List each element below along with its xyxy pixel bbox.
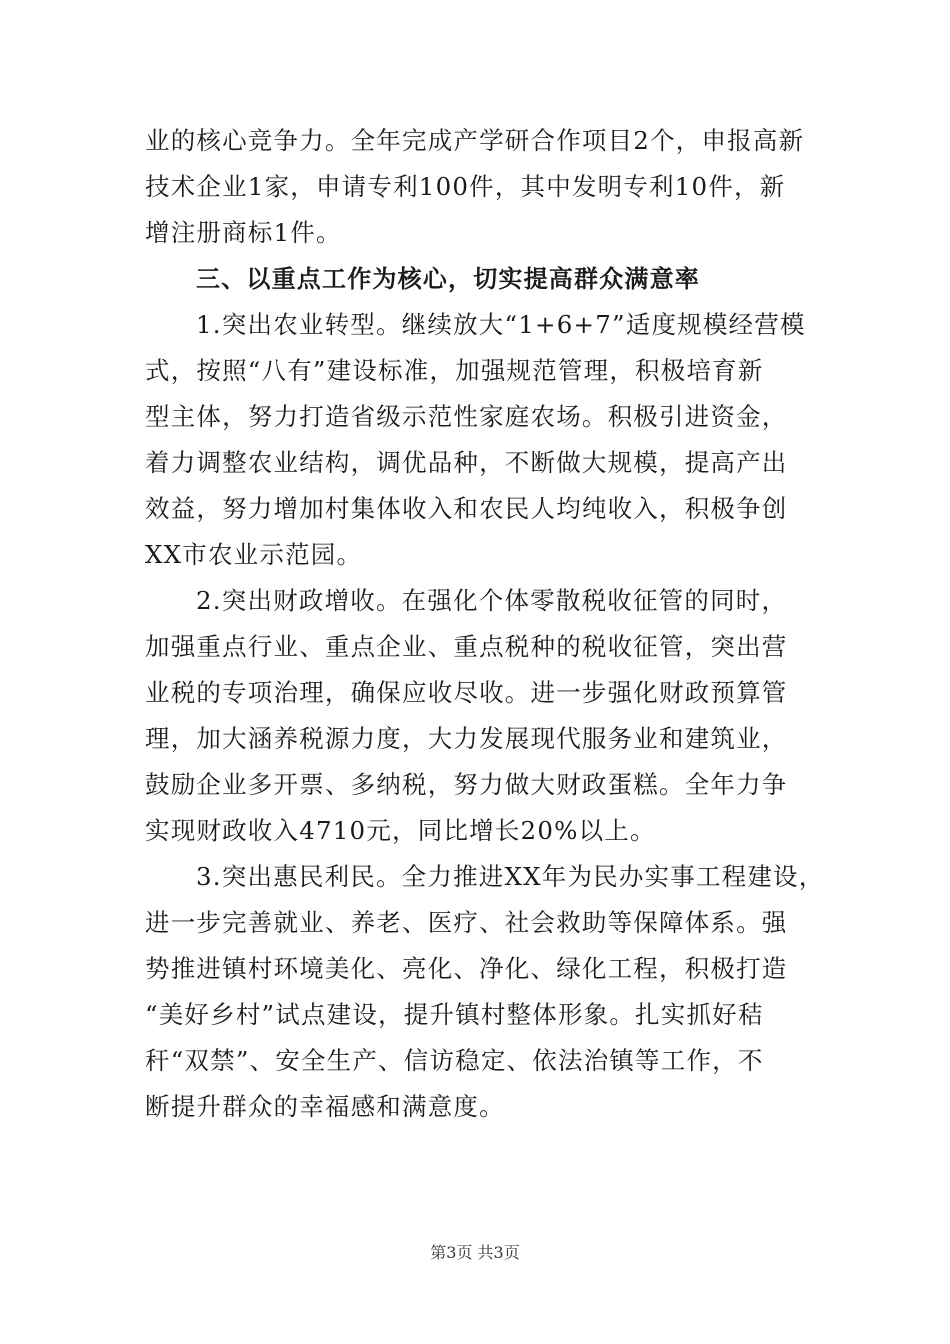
text-line: 理，加大涵养税源力度，大力发展现代服务业和建筑业， [145, 724, 788, 753]
text-line: 1.突出农业转型。继续放大“1+6+7”适度规模经营模 [196, 310, 806, 339]
text-line: 业的核心竞争力。全年完成产学研合作项目2个，申报高新 [145, 126, 805, 155]
text-line: 型主体，努力打造省级示范性家庭农场。积极引进资金， [145, 402, 788, 431]
text-line: 着力调整农业结构，调优品种，不断做大规模，提高产出 [145, 448, 788, 477]
text-line: 进一步完善就业、养老、医疗、社会救助等保障体系。强 [145, 908, 788, 937]
text-line: 技术企业1家，申请专利100件，其中发明专利10件，新 [145, 172, 786, 201]
text-line: 效益，努力增加村集体收入和农民人均纯收入，积极争创 [145, 494, 788, 523]
text-line: 2.突出财政增收。在强化个体零散税收征管的同时， [196, 586, 788, 615]
text-line: 断提升群众的幸福感和满意度。 [145, 1092, 505, 1121]
text-line: 业税的专项治理，确保应收尽收。进一步强化财政预算管 [145, 678, 788, 707]
text-line: 实现财政收入4710元，同比增长20%以上。 [145, 816, 656, 845]
page-number: 第3页 共3页 [430, 1243, 520, 1262]
section-heading: 三、以重点工作为核心，切实提高群众满意率 [196, 265, 700, 293]
text-line: 秆“双禁”、安全生产、信访稳定、依法治镇等工作，不 [145, 1046, 764, 1075]
text-line: “美好乡村”试点建设，提升镇村整体形象。扎实抓好秸 [145, 1000, 764, 1029]
text-line: 势推进镇村环境美化、亮化、净化、绿化工程，积极打造 [145, 954, 788, 983]
text-line: 式，按照“八有”建设标准，加强规范管理，积极培育新 [145, 356, 764, 385]
text-line: 增注册商标1件。 [145, 218, 342, 247]
text-line: XX市农业示范园。 [145, 540, 363, 569]
text-line: 3.突出惠民利民。全力推进XX年为民办实事工程建设， [196, 862, 825, 891]
text-line: 鼓励企业多开票、多纳税，努力做大财政蛋糕。全年力争 [145, 770, 788, 799]
text-line: 加强重点行业、重点企业、重点税种的税收征管，突出营 [145, 632, 788, 661]
